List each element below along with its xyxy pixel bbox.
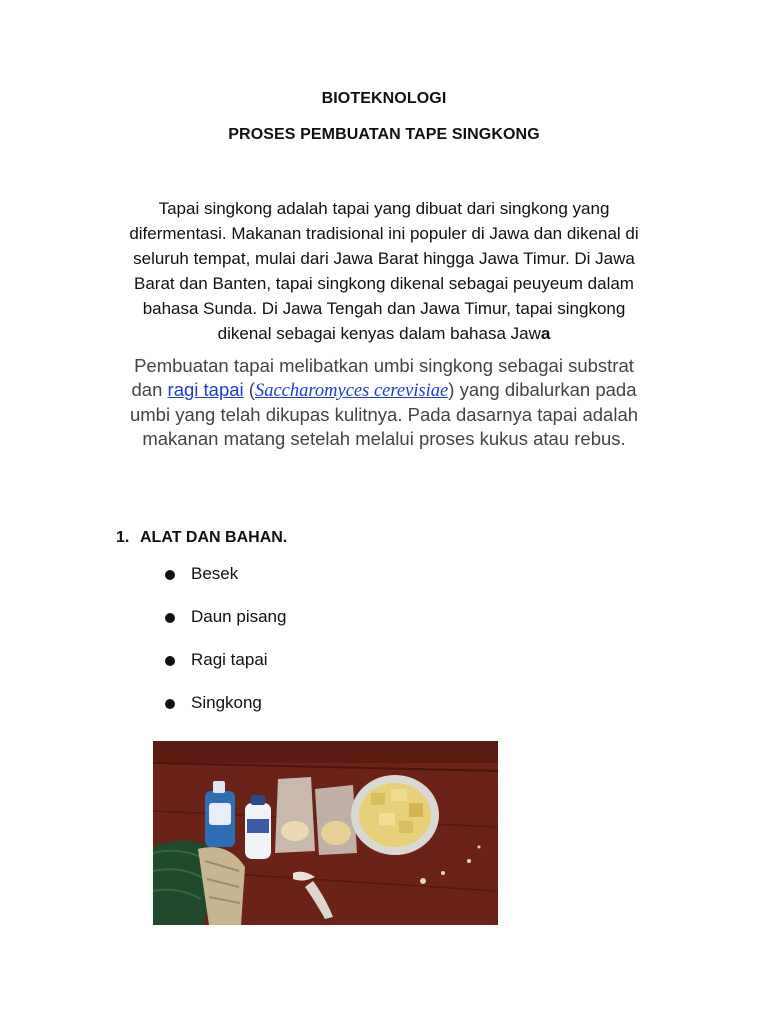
list-item: [160, 564, 286, 607]
ingredients-photo: [153, 741, 498, 925]
process-text: (: [243, 379, 255, 400]
process-line: umbi yang telah dikupas kulitnya. Pada dasarnya tapai adalah: [129, 404, 639, 425]
list-item-label: Besek: [191, 564, 239, 583]
intro-line: bahasa Sunda. Di Jawa Tengah dan Jawa Timur, tapai singkong: [142, 299, 626, 318]
process-paragraph: [92, 354, 676, 451]
document-title: BIOTEKNOLOGI: [321, 90, 447, 107]
list-item-label: Ragi tapai: [191, 650, 268, 669]
process-text: dan: [131, 379, 168, 400]
process-line: makanan matang setelah melalui proses kukus atau rebus.: [142, 428, 626, 449]
intro-line: Barat dan Banten, tapai singkong dikenal sebagai peuyeum dalam: [134, 274, 634, 293]
cassava-bowl-icon: [351, 775, 439, 855]
section-heading: [116, 529, 287, 547]
list-item-label: Singkong: [191, 693, 262, 712]
intro-line: seluruh tempat, mulai dari Jawa Barat hingga Jawa Timur. Di Jawa: [133, 249, 635, 268]
list-item-label: Daun pisang: [191, 607, 287, 626]
materials-list: [160, 564, 286, 736]
list-item: [160, 650, 286, 693]
intro-paragraph: [92, 196, 676, 346]
ingredients-photo-illustration: [153, 741, 498, 925]
milk-bottle-icon: [245, 795, 271, 859]
process-line: Pembuatan tapai melibatkan umbi singkong sebagai substrat: [134, 355, 634, 376]
bullet-icon: [165, 570, 175, 580]
scientific-name-link[interactable]: Saccharomyces cerevisiae: [254, 381, 449, 401]
ragi-tapai-link[interactable]: ragi tapai: [167, 379, 244, 400]
bullet-icon: [165, 699, 175, 709]
bullet-icon: [165, 656, 175, 666]
section-title: ALAT DAN BAHAN.: [140, 529, 288, 546]
document-subtitle: PROSES PEMBUATAN TAPE SINGKONG: [228, 126, 540, 143]
bullet-icon: [165, 613, 175, 623]
list-item: [160, 693, 286, 736]
process-text: ) yang dibalurkan pada: [448, 379, 637, 400]
intro-line: difermentasi. Makanan tradisional ini populer di Jawa dan dikenal di: [129, 224, 639, 243]
section-number: 1.: [116, 529, 130, 546]
intro-line-text: dikenal sebagai kenyas dalam bahasa Jaw: [217, 324, 541, 343]
process-line: [92, 378, 676, 403]
intro-line: Tapai singkong adalah tapai yang dibuat dari singkong yang: [158, 199, 610, 218]
intro-line-bold-char: a: [540, 324, 551, 343]
intro-line: [92, 321, 676, 346]
list-item: [160, 607, 286, 650]
